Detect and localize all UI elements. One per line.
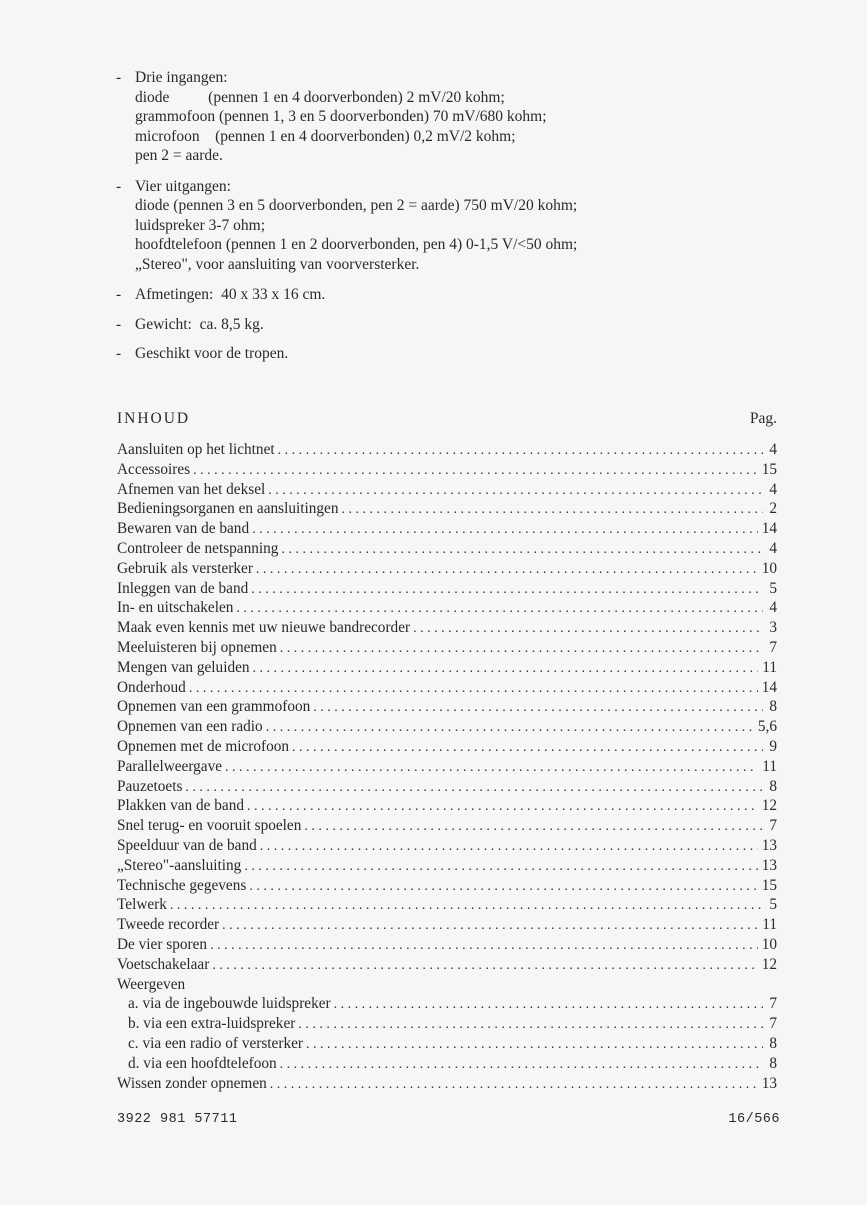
toc-entry-label: c. via een radio of versterker — [128, 1034, 303, 1052]
specifications-list — [116, 68, 816, 364]
spec-line: diode (pennen 3 en 5 doorverbonden, pen 2 = aarde) 750 mV/20 kohm; — [135, 197, 578, 214]
spec-line: hoofdtelefoon (pennen 1 en 2 doorverbonden, pen 4) 0-1,5 V/<50 ohm; — [135, 236, 578, 253]
toc-entry-label: Opnemen met de microfoon — [117, 737, 290, 755]
spec-title: Gewicht: ca. 8,5 kg. — [135, 315, 264, 333]
toc-entry-page: 7 — [769, 638, 777, 656]
toc-entry-page: 11 — [762, 658, 777, 676]
toc-entry — [117, 598, 777, 618]
toc-leader-dots — [247, 797, 758, 817]
toc-leader-dots — [306, 1035, 763, 1055]
toc-leader-dots — [252, 520, 758, 540]
spec-title: Afmetingen: 40 x 33 x 16 cm. — [135, 286, 326, 303]
toc-page-heading: Pag. — [749, 410, 777, 427]
toc-entry — [117, 579, 777, 599]
toc-leader-dots — [236, 599, 763, 619]
toc-leader-dots — [189, 679, 758, 699]
toc-leader-dots — [281, 540, 763, 560]
toc-entry-page: 4 — [769, 539, 777, 557]
bullet-dash: - — [116, 286, 122, 303]
toc-leader-dots — [270, 1075, 758, 1095]
toc-entry — [117, 895, 777, 915]
toc-header — [117, 410, 777, 432]
toc-leader-dots — [334, 995, 763, 1015]
toc-entry — [117, 955, 777, 975]
spec-line: luidspreker 3-7 ohm; — [135, 216, 266, 234]
toc-entry-label: Meeluisteren bij opnemen — [117, 638, 277, 656]
document-number: 3922 981 57711 — [117, 1112, 238, 1127]
spec-item-outputs — [116, 177, 816, 275]
toc-entry-page: 8 — [769, 698, 777, 716]
toc-entry-page: 14 — [761, 678, 777, 696]
toc-entry-label: Voetschakelaar — [117, 955, 210, 973]
toc-entry — [117, 1054, 777, 1074]
toc-entry-label: Wissen zonder opnemen — [117, 1074, 267, 1092]
toc-leader-dots — [292, 738, 763, 758]
toc-entry — [117, 638, 777, 658]
toc-leader-dots — [266, 718, 754, 738]
toc-entry-label: In- en uitschakelen — [117, 599, 234, 617]
toc-entry-page: 7 — [769, 995, 777, 1013]
toc-leader-dots — [253, 659, 759, 679]
spec-title: Geschikt voor de tropen. — [135, 345, 289, 362]
toc-entry-label: Parallelweergave — [117, 757, 223, 775]
toc-entry — [117, 975, 777, 995]
toc-entry — [117, 876, 777, 896]
toc-entry-label: Afnemen van het deksel — [117, 480, 266, 498]
toc-leader-dots — [170, 896, 763, 916]
toc-entry — [117, 1074, 777, 1094]
toc-entry-label: Mengen van geluiden — [117, 658, 250, 676]
toc-entry-page: 5 — [769, 896, 777, 914]
toc-entry — [117, 697, 777, 717]
toc-entry-page: 11 — [762, 757, 777, 775]
spec-line: pen 2 = aarde. — [135, 147, 223, 164]
toc-entry-label: „Stereo"-aansluiting — [117, 856, 242, 874]
toc-leader-dots — [249, 877, 757, 897]
toc-entry-page: 14 — [761, 520, 777, 538]
toc-entry — [117, 717, 777, 737]
toc-entry-page: 10 — [761, 935, 777, 953]
toc-entry-label: Inleggen van de band — [117, 579, 249, 597]
toc-title: INHOUD — [117, 410, 191, 427]
toc-entry — [117, 539, 777, 559]
toc-entry-page: 12 — [761, 797, 777, 815]
toc-entry-label: Snel terug- en vooruit spoelen — [117, 817, 302, 835]
toc-entry-page: 9 — [769, 737, 777, 755]
toc-entry — [117, 559, 777, 579]
toc-entry-label: Aansluiten op het lichtnet — [117, 441, 275, 458]
toc-entry-page: 8 — [769, 1054, 777, 1072]
toc-entry — [117, 440, 777, 460]
toc-entry-page: 8 — [769, 1034, 777, 1052]
toc-entry-page: 15 — [761, 460, 777, 478]
toc-entry-label: Gebruik als versterker — [117, 559, 253, 577]
spec-item-tropics — [116, 344, 816, 364]
toc-entry-label: Onderhoud — [117, 678, 186, 696]
table-of-contents — [117, 440, 777, 1093]
toc-entry — [117, 935, 777, 955]
bullet-dash: - — [116, 177, 122, 195]
spec-line: grammofoon (pennen 1, 3 en 5 doorverbonden) 70 mV/680 kohm; — [135, 108, 547, 125]
toc-entry-page: 10 — [761, 559, 777, 577]
toc-leader-dots — [193, 461, 758, 481]
toc-entry-page: 13 — [761, 836, 777, 854]
toc-entry — [117, 836, 777, 856]
toc-leader-dots — [222, 916, 758, 936]
toc-entry — [117, 757, 777, 777]
toc-leader-dots — [244, 857, 757, 877]
toc-entry-page: 2 — [769, 500, 777, 518]
toc-entry — [117, 777, 777, 797]
toc-entry-page: 3 — [769, 619, 777, 637]
toc-entry-page: 5 — [769, 579, 777, 597]
toc-entry-label: Technische gegevens — [117, 876, 247, 894]
toc-entry-label: Accessoires — [117, 460, 191, 478]
toc-entry-label: Telwerk — [117, 896, 167, 914]
toc-leader-dots — [268, 481, 763, 501]
toc-leader-dots — [413, 619, 763, 639]
toc-entry — [117, 796, 777, 816]
toc-entry-page: 8 — [769, 777, 777, 795]
toc-leader-dots — [280, 639, 763, 659]
spec-item-dimensions — [116, 285, 816, 305]
toc-entry-label: Bedieningsorganen en aansluitingen — [117, 500, 339, 518]
toc-entry — [117, 618, 777, 638]
toc-entry — [117, 994, 777, 1014]
spec-line: diode (pennen 1 en 4 doorverbonden) 2 mV/20 kohm; — [135, 88, 505, 106]
toc-leader-dots — [313, 698, 763, 718]
toc-entry-page: 7 — [769, 817, 777, 835]
toc-entry-label: Controleer de netspanning — [117, 539, 279, 557]
toc-entry-label: Maak even kennis met uw nieuwe bandrecorder — [117, 619, 411, 637]
toc-leader-dots — [298, 1015, 763, 1035]
toc-entry-page: 4 — [769, 441, 777, 458]
toc-leader-dots — [225, 758, 758, 778]
toc-leader-dots — [212, 956, 757, 976]
toc-entry-label: Tweede recorder — [117, 916, 220, 934]
toc-leader-dots — [256, 560, 758, 580]
toc-leader-dots — [341, 500, 763, 520]
toc-leader-dots — [280, 1055, 763, 1075]
toc-entry-label: a. via de ingebouwde luidspreker — [128, 995, 331, 1013]
toc-entry-page: 13 — [761, 1074, 777, 1092]
spec-title: Vier uitgangen: — [135, 177, 231, 195]
spec-title: Drie ingangen: — [135, 69, 228, 86]
toc-entry-label: Opnemen van een radio — [117, 718, 263, 736]
toc-entry-label: Weergeven — [117, 975, 186, 993]
spec-item-weight — [116, 315, 816, 335]
toc-entry — [117, 519, 777, 539]
toc-leader-dots — [304, 817, 763, 837]
toc-entry-page: 4 — [769, 599, 777, 617]
toc-entry-label: d. via een hoofdtelefoon — [128, 1054, 277, 1072]
page-code: 16/566 — [728, 1112, 780, 1127]
toc-entry — [117, 1034, 777, 1054]
toc-entry-label: Speelduur van de band — [117, 836, 257, 854]
toc-leader-dots — [210, 936, 758, 956]
toc-entry-page: 5,6 — [757, 718, 777, 736]
toc-leader-dots — [260, 837, 758, 857]
toc-entry — [117, 658, 777, 678]
toc-leader-dots — [251, 580, 763, 600]
toc-entry — [117, 499, 777, 519]
spec-line: „Stereo", voor aansluiting van voorversterker. — [135, 255, 420, 273]
toc-entry-page: 12 — [761, 955, 777, 973]
toc-entry — [117, 737, 777, 757]
toc-entry — [117, 480, 777, 500]
spec-line: microfoon (pennen 1 en 4 doorverbonden) 0,2 mV/2 kohm; — [135, 127, 516, 145]
toc-entry-label: Plakken van de band — [117, 797, 245, 815]
toc-entry — [117, 856, 777, 876]
toc-entry-page: 13 — [761, 856, 777, 874]
toc-entry-label: Pauzetoets — [117, 777, 183, 795]
toc-leader-dots — [278, 441, 763, 461]
toc-entry-page: 7 — [769, 1015, 777, 1033]
bullet-dash: - — [116, 345, 122, 362]
toc-entry — [117, 678, 777, 698]
toc-entry-label: b. via een extra-luidspreker — [128, 1015, 296, 1033]
toc-entry-page: 4 — [769, 480, 777, 498]
toc-entry-label: Opnemen van een grammofoon — [117, 698, 311, 716]
bullet-dash: - — [116, 69, 122, 86]
toc-leader-dots — [185, 778, 763, 798]
toc-entry-label: Bewaren van de band — [117, 520, 250, 538]
toc-entry-label: De vier sporen — [117, 935, 208, 953]
toc-entry — [117, 915, 777, 935]
toc-entry — [117, 1014, 777, 1034]
toc-entry — [117, 460, 777, 480]
toc-entry-page: 15 — [761, 876, 777, 894]
toc-entry — [117, 816, 777, 836]
toc-entry-page: 11 — [762, 916, 777, 934]
bullet-dash: - — [116, 315, 122, 333]
spec-item-inputs — [116, 68, 816, 166]
